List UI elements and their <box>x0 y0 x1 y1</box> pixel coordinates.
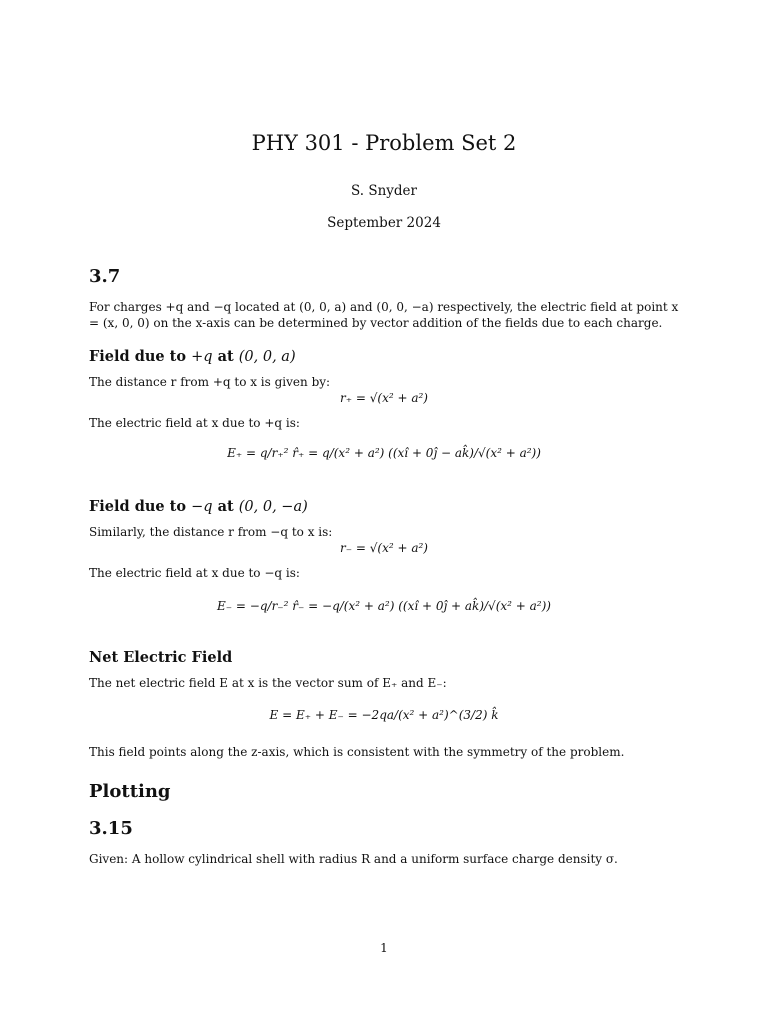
equation-r-plus-text: r₊ = √(x² + a²) <box>340 391 428 405</box>
subheading-plus-at: at <box>212 348 239 365</box>
document-title: PHY 301 - Problem Set 2 <box>251 131 517 155</box>
field-minus-text: The electric field at x due to −q is: <box>89 566 300 580</box>
subheading-minus-text: Field due to <box>89 498 192 515</box>
subheading-minus-point: (0, 0, −a) <box>238 499 308 515</box>
subheading-net-field: Net Electric Field <box>89 649 233 666</box>
equation-net-field-text: E = E₊ + E₋ = −2qa/(x² + a²)^(3/2) k̂ <box>269 708 499 722</box>
distance-minus-text: Similarly, the distance r from −q to x is: <box>89 525 333 539</box>
subheading-minus-charge: −q <box>191 499 213 515</box>
section-heading-3-7: 3.7 <box>89 266 121 287</box>
subheading-minus-at: at <box>212 498 239 515</box>
equation-r-minus-text: r₋ = √(x² + a²) <box>340 541 428 555</box>
section-3-15-text: Given: A hollow cylindrical shell with radius R and a uniform surface charge density σ. <box>89 852 618 866</box>
subheading-field-plus-q <box>89 348 296 365</box>
subheading-field-minus-q <box>89 498 308 515</box>
equation-e-minus-text: E₋ = −q/r₋² r̂₋ = −q/(x² + a²) ((xî + 0ĵ + ak̂)/√(x² + a²)) <box>217 599 551 613</box>
subheading-plus-point: (0, 0, a) <box>238 349 296 365</box>
equation-r-minus <box>0 541 768 555</box>
net-field-text: The net electric field E at x is the vector sum of E₊ and E₋: <box>89 676 447 690</box>
page-number: 1 <box>380 941 388 955</box>
subheading-plus-charge: +q <box>191 349 213 365</box>
subheading-plus-text: Field due to <box>89 348 192 365</box>
distance-plus-text: The distance r from +q to x is given by: <box>89 375 331 389</box>
field-plus-text: The electric field at x due to +q is: <box>89 416 300 430</box>
net-field-conclusion: This field points along the z-axis, which is consistent with the symmetry of the problem. <box>89 745 625 759</box>
section-heading-3-15: 3.15 <box>89 818 133 839</box>
document-date: September 2024 <box>327 215 441 231</box>
document-author: S. Snyder <box>350 183 417 199</box>
section-heading-plotting: Plotting <box>89 781 171 802</box>
equation-e-plus-text: E₊ = q/r₊² r̂₊ = q/(x² + a²) ((xî + 0ĵ − ak̂)/√(x² + a²)) <box>227 446 541 460</box>
equation-net-field <box>0 708 768 722</box>
equation-e-plus <box>0 446 768 460</box>
equation-r-plus <box>0 391 768 405</box>
section-3-7-intro: For charges +q and −q located at (0, 0, a) and (0, 0, −a) respectively, the electric field at point x = (x, 0, 0) on the x-axis can be determined by vector addition of the fields due to each charge. <box>89 300 679 330</box>
equation-e-minus <box>0 599 768 613</box>
